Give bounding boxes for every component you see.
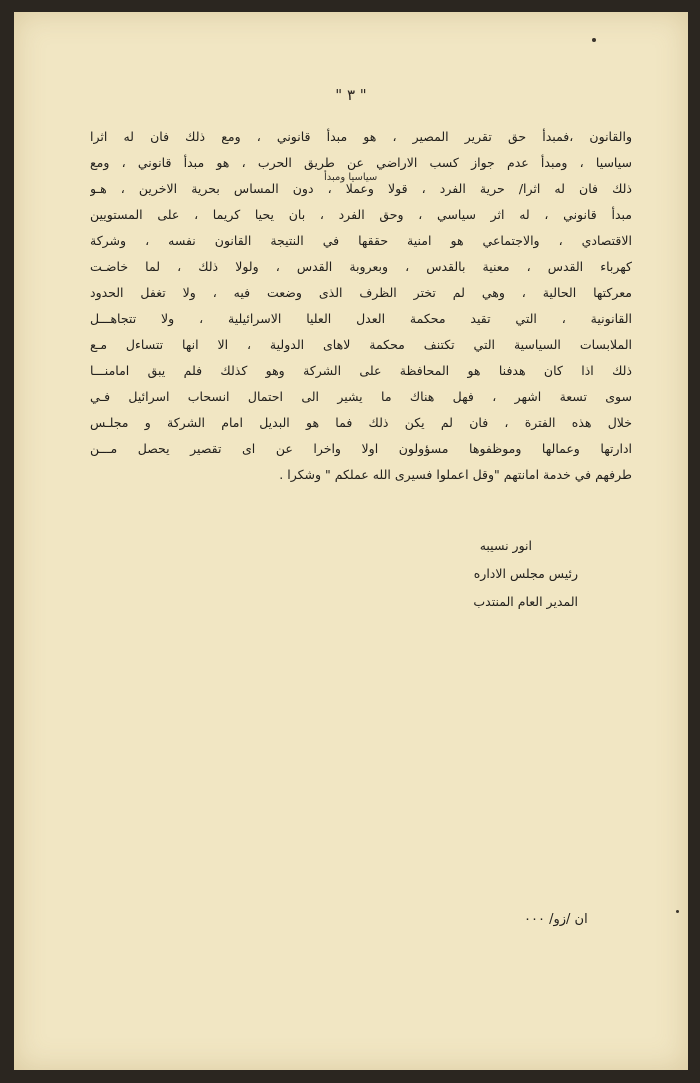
body-line: سوى تسعة اشهر ، فهل هناك ما يشير الى احتمال انسحاب اسرائيل فـي bbox=[90, 389, 632, 404]
body-line: طرفهم في خدمة امانتهم "وقل اعملوا فسيرى الله عملكم " وشكرا . bbox=[279, 467, 632, 482]
body-line: الاقتصادي ، والاجتماعي هو امنية حققها في النتيجة القانون نفسه ، وشركة bbox=[90, 233, 632, 248]
body-line: سياسيا ، ومبدأ عدم جواز كسب الاراضي عن طريق الحرب ، هو مبدأ قانوني ، ومع bbox=[90, 155, 632, 170]
ink-mark bbox=[676, 910, 679, 913]
signatory-title: المدير العام المنتدب bbox=[473, 594, 578, 609]
body-line: ذلك اذا كان هدفنا هو المحافظة على الشركة وهو كذلك فلم يبق امامنـــا bbox=[90, 363, 632, 378]
signatory-name: انور نسيبه bbox=[479, 538, 532, 553]
document-page bbox=[14, 12, 688, 1070]
signature-block bbox=[358, 532, 578, 616]
body-line: ادارتها وعمالها وموظفوها مسؤولون اولا واخرا عن اى تقصير يحصل مـــن bbox=[90, 441, 632, 456]
signatory-title: رئيس مجلس الاداره bbox=[473, 566, 578, 581]
body-line: الملابسات السياسية التي تكتنف محكمة لاهاى الدولية ، الا انها تتساءل مـع bbox=[90, 337, 632, 352]
body-line: معركتها الحالية ، وهي لم تختر الظرف الذى وضعت فيه ، ولا تغفل الحدود bbox=[90, 285, 632, 300]
body-line: مبدأ قانوني ، له اثر سياسي ، وحق الفرد ، بان يحيا كريما ، على المستويين bbox=[90, 207, 632, 222]
ink-mark bbox=[592, 38, 596, 42]
page-number: " ٣ " bbox=[335, 86, 367, 104]
reference-code: ان /زو/ ٠٠٠ bbox=[524, 912, 588, 927]
handwritten-insert: سياسيا ومبدأ bbox=[324, 172, 378, 183]
body-line: ذلك فان له اثرا/ حرية الفرد ، قولا وعملا ، دون المساس بحرية الاخرين ، هـو bbox=[90, 181, 632, 196]
body-line: القانونية ، التي تقيد محكمة العدل العليا الاسرائيلية ، ولا تتجاهـــل bbox=[90, 311, 632, 326]
body-line: والقانون ،فمبدأ حق تقرير المصير ، هو مبدأ قانوني ، ومع ذلك فان له اثرا bbox=[90, 129, 632, 144]
body-line: كهرباء القدس ، معنية بالقدس ، وبعروبة القدس ، ولولا ذلك ، لما خاضـت bbox=[90, 259, 632, 274]
body-line: خلال هذه الفترة ، فان لم يكن ذلك فما هو البديل امام الشركة و مجلـس bbox=[90, 415, 632, 430]
